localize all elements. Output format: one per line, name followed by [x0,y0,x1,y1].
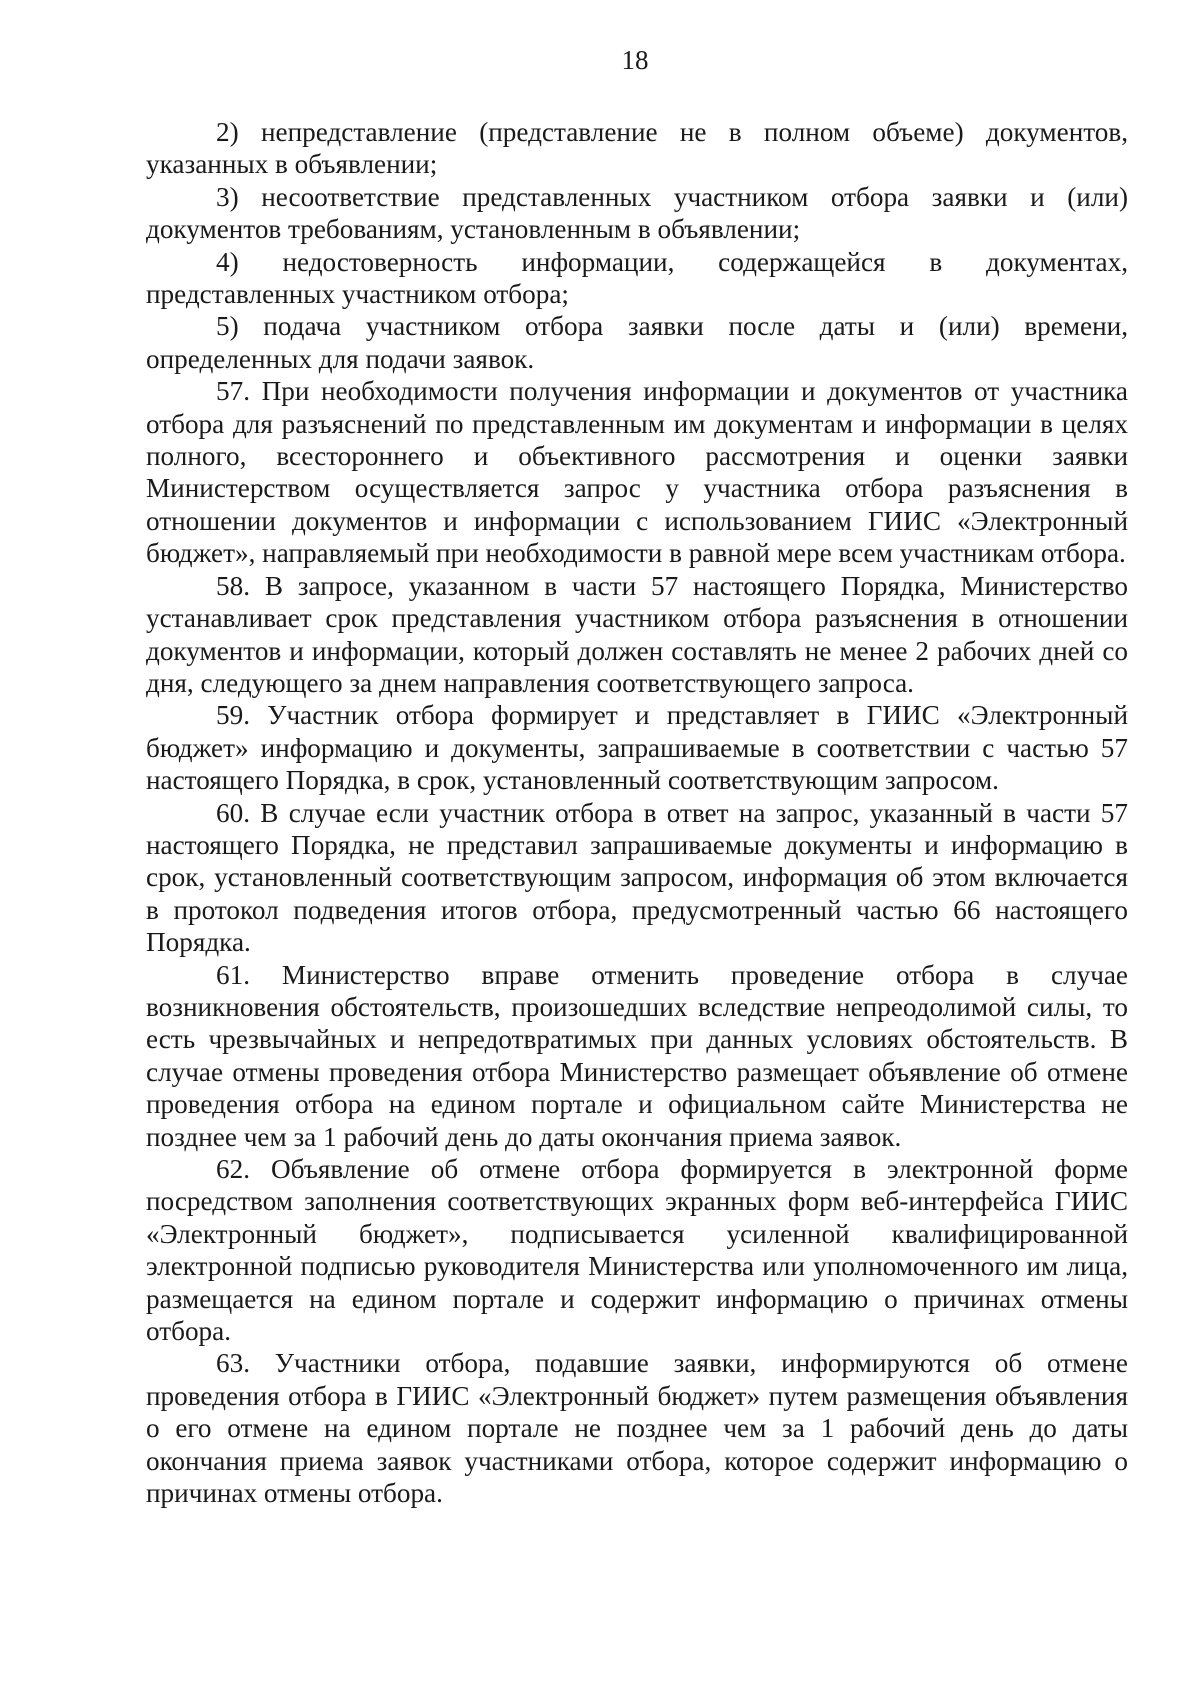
paragraph-item-2: 2) непредставление (представление не в полном объеме) документов, указанных в объявлении; [146,117,1128,180]
page-number: 18 [621,45,649,75]
paragraph-section-58: 58. В запросе, указанном в части 57 настоящего Порядка, Министерство устанавливает срок представления участником отбора разъяснения в отношении документов и информации, который должен составлять не менее 2 рабочих дней со дня, следующего за днем направления соответствующего запроса. [146,570,1128,698]
paragraph-section-57: 57. При необходимости получения информации и документов от участника отбора для разъяснений по представленным им документам и информации в целях полного, всестороннего и объективного рассмотрения и оценки заявки Министерством осуществляется запрос у участника отбора разъяснения в отношении документов и информации с использованием ГИИС «Электронный бюджет», направляемый при необходимости в равной мере всем участникам отбора. [146,376,1128,569]
paragraph-section-60: 60. В случае если участник отбора в ответ на запрос, указанный в части 57 настоящего Порядка, не представил запрашиваемые документы и информацию в срок, установленный соответствующим запросом, информация об этом включается в протокол подведения итогов отбора, предусмотренный частью 66 настоящего Порядка. [146,797,1128,958]
paragraph-section-59: 59. Участник отбора формирует и представляет в ГИИС «Электронный бюджет» информацию и документы, запрашиваемые в соответствии с частью 57 настоящего Порядка, в срок, установленный соответствующим запросом. [146,700,1128,796]
paragraph-item-5: 5) подача участником отбора заявки после даты и (или) времени, определенных для подачи заявок. [146,311,1128,374]
paragraph-item-3: 3) несоответствие представленных участником отбора заявки и (или) документов требованиям, установленным в объявлении; [146,181,1128,245]
paragraph-section-62: 62. Объявление об отмене отбора формируется в электронной форме посредством заполнения соответствующих экранных форм веб-интерфейса ГИИС «Электронный бюджет», подписывается усиленной квалифицированной электронной подписью руководителя Министерства или уполномоченного им лица, размещается на едином портале и содержит информацию о причинах отмены отбора. [146,1154,1128,1347]
paragraph-item-4: 4) недостоверность информации, содержащейся в документах, представленных участником отбора; [146,246,1128,310]
paragraph-section-63: 63. Участники отбора, подавшие заявки, информируются об отмене проведения отбора в ГИИС «Электронный бюджет» путем размещения объявления о его отмене на едином портале не позднее чем за 1 рабочий день до даты окончания приема заявок участниками отбора, которое содержит информацию о причинах отмены отбора. [146,1348,1128,1509]
paragraph-section-61: 61. Министерство вправе отменить проведение отбора в случае возникновения обстоятельств, произошедших вследствие непреодолимой силы, то есть чрезвычайных и непредотвратимых при данных условиях обстоятельств. В случае отмены проведения отбора Министерство размещает объявление об отмене проведения отбора на едином портале и официальном сайте Министерства не позднее чем за 1 рабочий день до даты окончания приема заявок. [146,959,1128,1152]
document-body [146,116,1128,1509]
